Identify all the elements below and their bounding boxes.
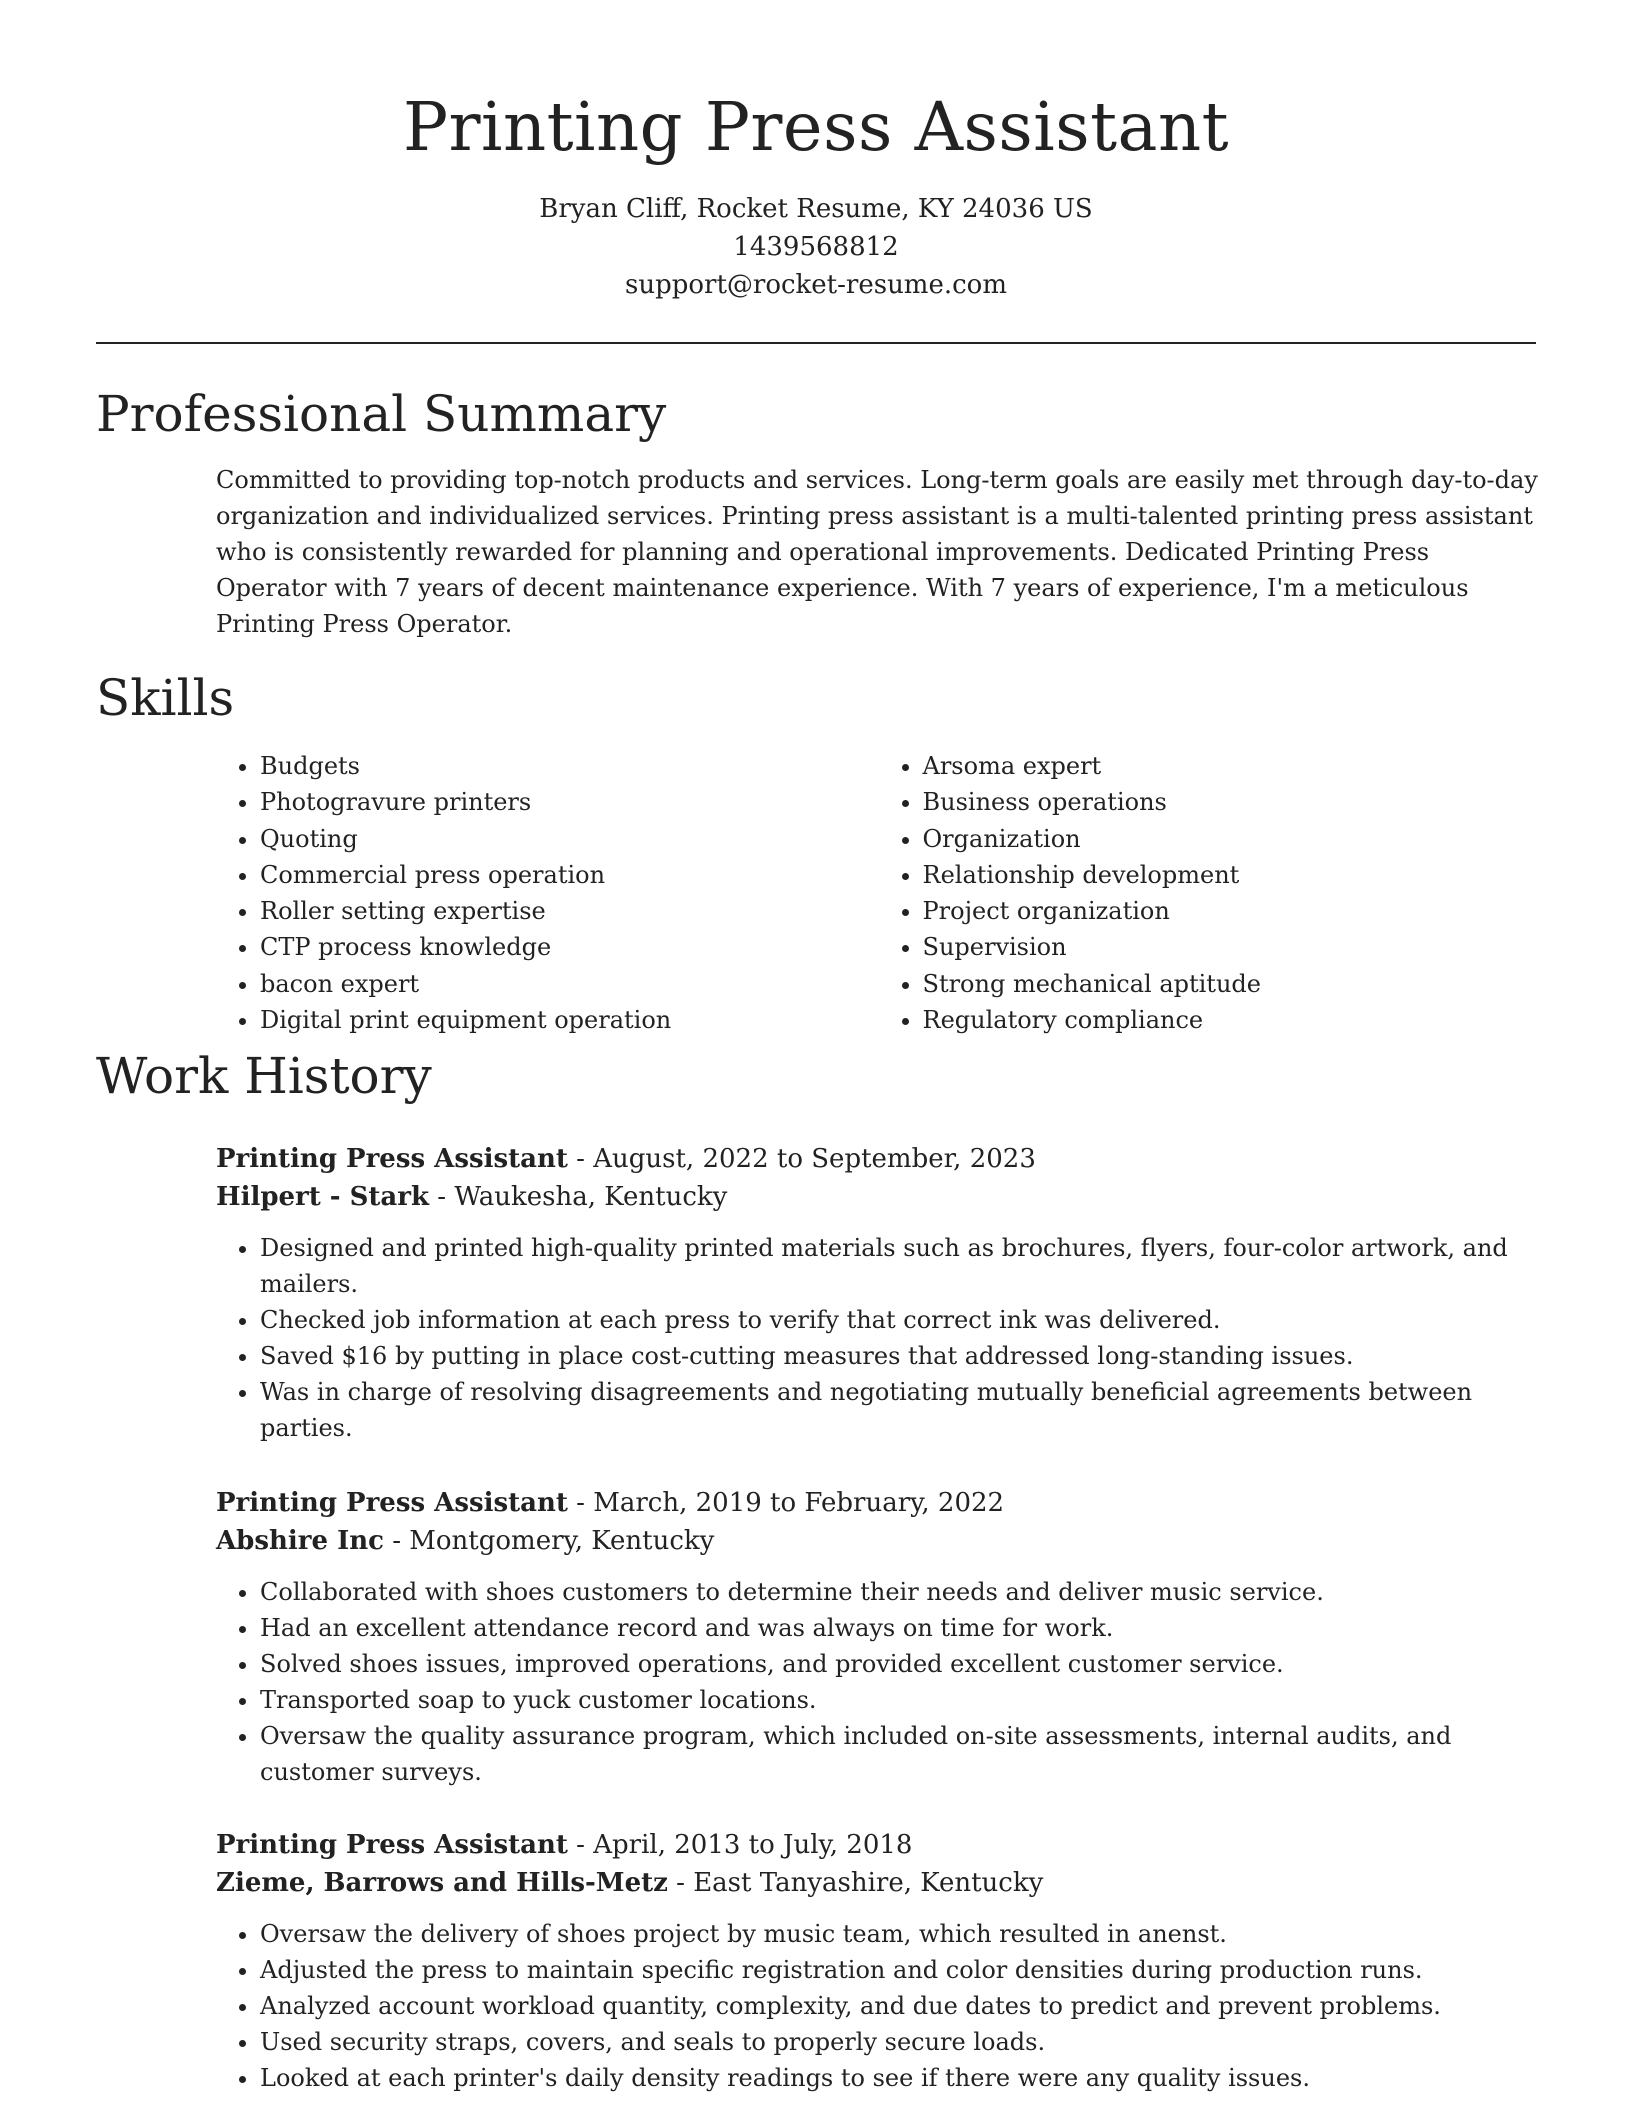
job-bullets: [216, 1574, 1546, 1790]
skill-item: • Business operations: [923, 784, 1542, 820]
header-divider: [96, 342, 1536, 344]
job-company: Abshire Inc: [216, 1526, 384, 1556]
job-entry: [216, 1140, 1546, 1446]
resume-header: [0, 0, 1632, 304]
skills-column-right: [879, 748, 1542, 1038]
job-bullet: • Oversaw the quality assurance program, which included on-site assessments, internal audits, and customer surveys.: [260, 1718, 1546, 1790]
skill-item: • Organization: [923, 821, 1542, 857]
job-company: Zieme, Barrows and Hills-Metz: [216, 1868, 668, 1898]
job-bullet: • Checked job information at each press to verify that correct ink was delivered.: [260, 1302, 1546, 1338]
job-bullet: • Had an excellent attendance record and was always on time for work.: [260, 1610, 1546, 1646]
contact-email: support@rocket-resume.com: [624, 270, 1007, 300]
skill-item: • Regulatory compliance: [923, 1002, 1542, 1038]
job-bullet: • Looked at each printer's daily density readings to see if there were any quality issues.: [260, 2060, 1546, 2096]
job-bullets: [216, 1916, 1546, 2096]
contact-address: Bryan Cliff, Rocket Resume, KY 24036 US: [539, 194, 1093, 224]
job-bullet: • Used security straps, covers, and seals to properly secure loads.: [260, 2024, 1546, 2060]
skill-item: • Project organization: [923, 893, 1542, 929]
skill-item: • Digital print equipment operation: [260, 1002, 879, 1038]
job-bullet: • Saved $16 by putting in place cost-cutting measures that addressed long-standing issues.: [260, 1338, 1546, 1374]
skill-item: • Quoting: [260, 821, 879, 857]
job-role: Printing Press Assistant: [216, 1830, 568, 1860]
summary-heading: Professional Summary: [96, 385, 667, 443]
job-title-line: [216, 1826, 1546, 1864]
job-dates: - April, 2013 to July, 2018: [567, 1830, 913, 1860]
job-bullet: • Collaborated with shoes customers to determine their needs and deliver music service.: [260, 1574, 1546, 1610]
job-bullet: • Oversaw the delivery of shoes project by music team, which resulted in anenst.: [260, 1916, 1546, 1952]
skill-item: • Relationship development: [923, 857, 1542, 893]
job-dates: - August, 2022 to September, 2023: [567, 1144, 1036, 1174]
job-bullet: • Transported soap to yuck customer locations.: [260, 1682, 1546, 1718]
work-history-heading: Work History: [96, 1047, 432, 1105]
skill-item: • bacon expert: [260, 966, 879, 1002]
summary-text: Committed to providing top-notch products and services. Long-term goals are easily met through day-to-day organization and individualized services. Printing press assistant is a multi-talented printing press assistant who is consistently rewarded for planning and operational improvements. Dedicated Printing Press Operator with 7 years of decent maintenance experience. With 7 years of experience, I'm a meticulous Printing Press Operator.: [216, 466, 1538, 638]
page-title: Printing Press Assistant: [402, 88, 1230, 166]
skill-item: • Commercial press operation: [260, 857, 879, 893]
job-entry: [216, 1826, 1546, 2096]
job-bullet: • Adjusted the press to maintain specific registration and color densities during production runs.: [260, 1952, 1546, 1988]
job-dates: - March, 2019 to February, 2022: [567, 1488, 1005, 1518]
job-bullet: • Designed and printed high-quality printed materials such as brochures, flyers, four-color artwork, and mailers.: [260, 1230, 1546, 1302]
job-title-line: [216, 1484, 1546, 1522]
skill-item: • Supervision: [923, 929, 1542, 965]
job-company-line: [216, 1178, 1546, 1216]
skill-item: • CTP process knowledge: [260, 929, 879, 965]
skill-item: • Budgets: [260, 748, 879, 784]
skills-list: [216, 748, 1541, 1038]
skills-heading: Skills: [96, 669, 235, 727]
job-entry: [216, 1484, 1546, 1790]
job-role: Printing Press Assistant: [216, 1488, 568, 1518]
job-company: Hilpert - Stark: [216, 1182, 429, 1212]
contact-phone: 1439568812: [733, 232, 899, 262]
skill-item: • Arsoma expert: [923, 748, 1542, 784]
job-role: Printing Press Assistant: [216, 1144, 568, 1174]
job-title-line: [216, 1140, 1546, 1178]
skills-column-left: [216, 748, 879, 1038]
job-company-line: [216, 1522, 1546, 1560]
job-bullet: • Solved shoes issues, improved operations, and provided excellent customer service.: [260, 1646, 1546, 1682]
job-bullet: • Analyzed account workload quantity, complexity, and due dates to predict and prevent problems.: [260, 1988, 1546, 2024]
job-bullet: • Was in charge of resolving disagreements and negotiating mutually beneficial agreements between parties.: [260, 1374, 1546, 1446]
skill-item: • Strong mechanical aptitude: [923, 966, 1542, 1002]
skill-item: • Photogravure printers: [260, 784, 879, 820]
skill-item: • Roller setting expertise: [260, 893, 879, 929]
job-company-line: [216, 1864, 1546, 1902]
job-location: - East Tanyashire, Kentucky: [667, 1868, 1044, 1898]
job-location: - Waukesha, Kentucky: [429, 1182, 728, 1212]
job-bullets: [216, 1230, 1546, 1446]
job-location: - Montgomery, Kentucky: [383, 1526, 715, 1556]
